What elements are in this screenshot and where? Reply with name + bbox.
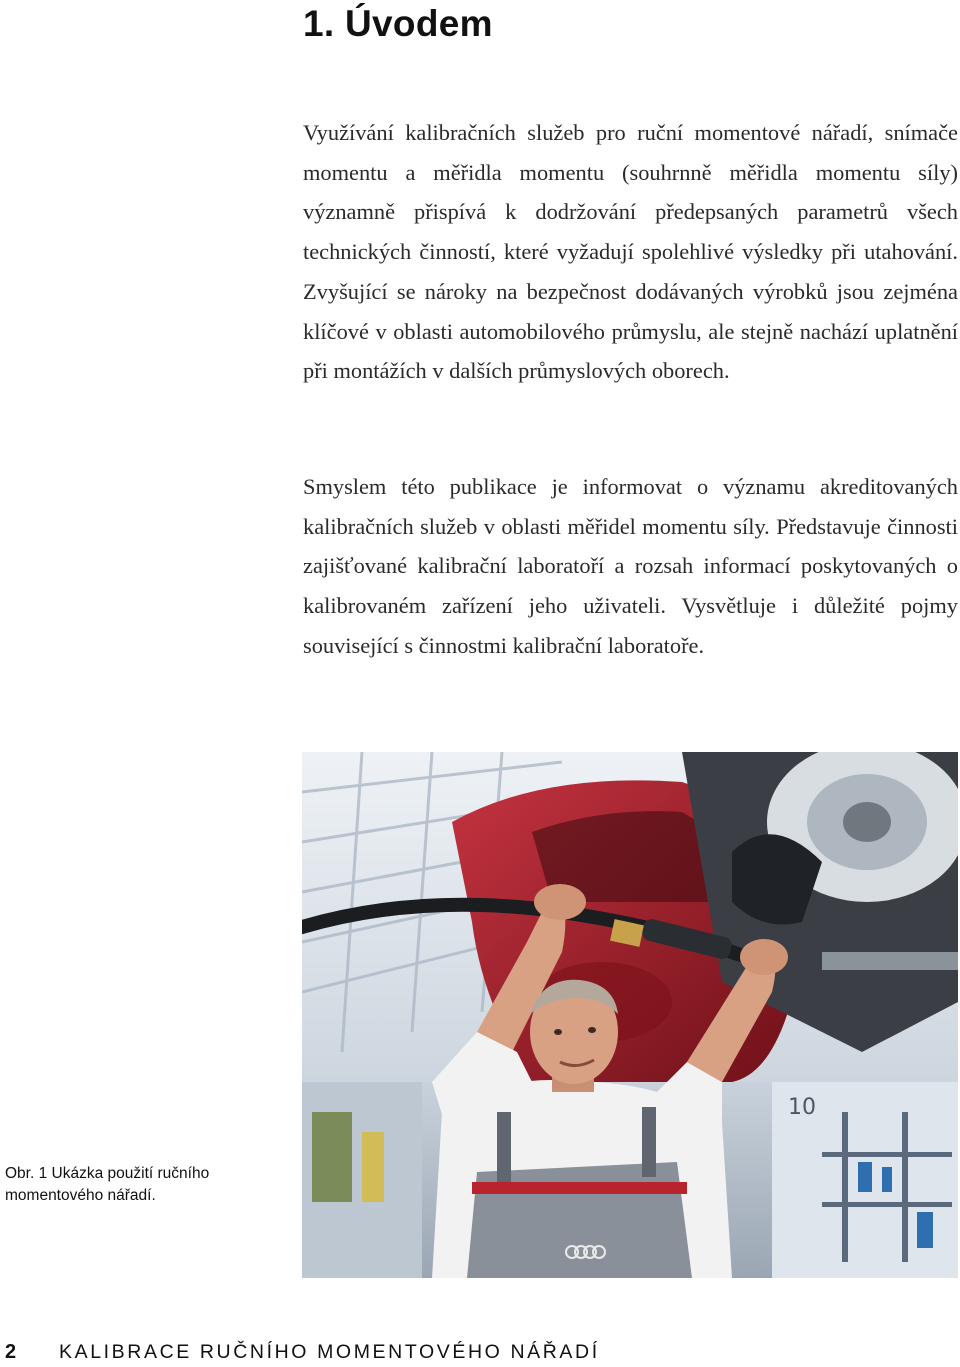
intro-paragraph-2: Smyslem této publikace je informovat o významu akreditovaných kalibračních služeb v oblasti měřidel momentu síly. Představuje činnosti zajišťované kalibrační laboratoří a rozsah informací poskytovaných o kalibrovaném zařízení jeho uživateli. Vysvětluje i důležité pojmy související s činnostmi kalibrační laboratoře. — [303, 474, 958, 658]
hall-sign-number: 10 — [788, 1095, 816, 1120]
page-heading: 1. Úvodem — [303, 3, 493, 44]
running-title: KALIBRACE RUČNÍHO MOMENTOVÉHO NÁŘADÍ — [59, 1340, 600, 1363]
page-number: 2 — [5, 1340, 17, 1363]
intro-paragraph-1: Využívání kalibračních služeb pro ruční momentové nářadí, snímače momentu a měřidla momentu (souhrnně měřidla momentu síly) významně přispívá k dodržování předepsaných parametrů všech technických činností, které vyžadují spolehlivé výsledky při utahování. Zvyšující se nároky na bezpečnost dodávaných výrobků jsou zejména klíčové v oblasti automobilového průmyslu, ale stejně nachází uplatnění při montážích v dalších průmyslových oborech. — [303, 120, 958, 384]
figure-photo — [302, 752, 958, 1278]
figure-caption: Obr. 1 Ukázka použití ručního momentového nářadí. — [5, 1165, 210, 1204]
